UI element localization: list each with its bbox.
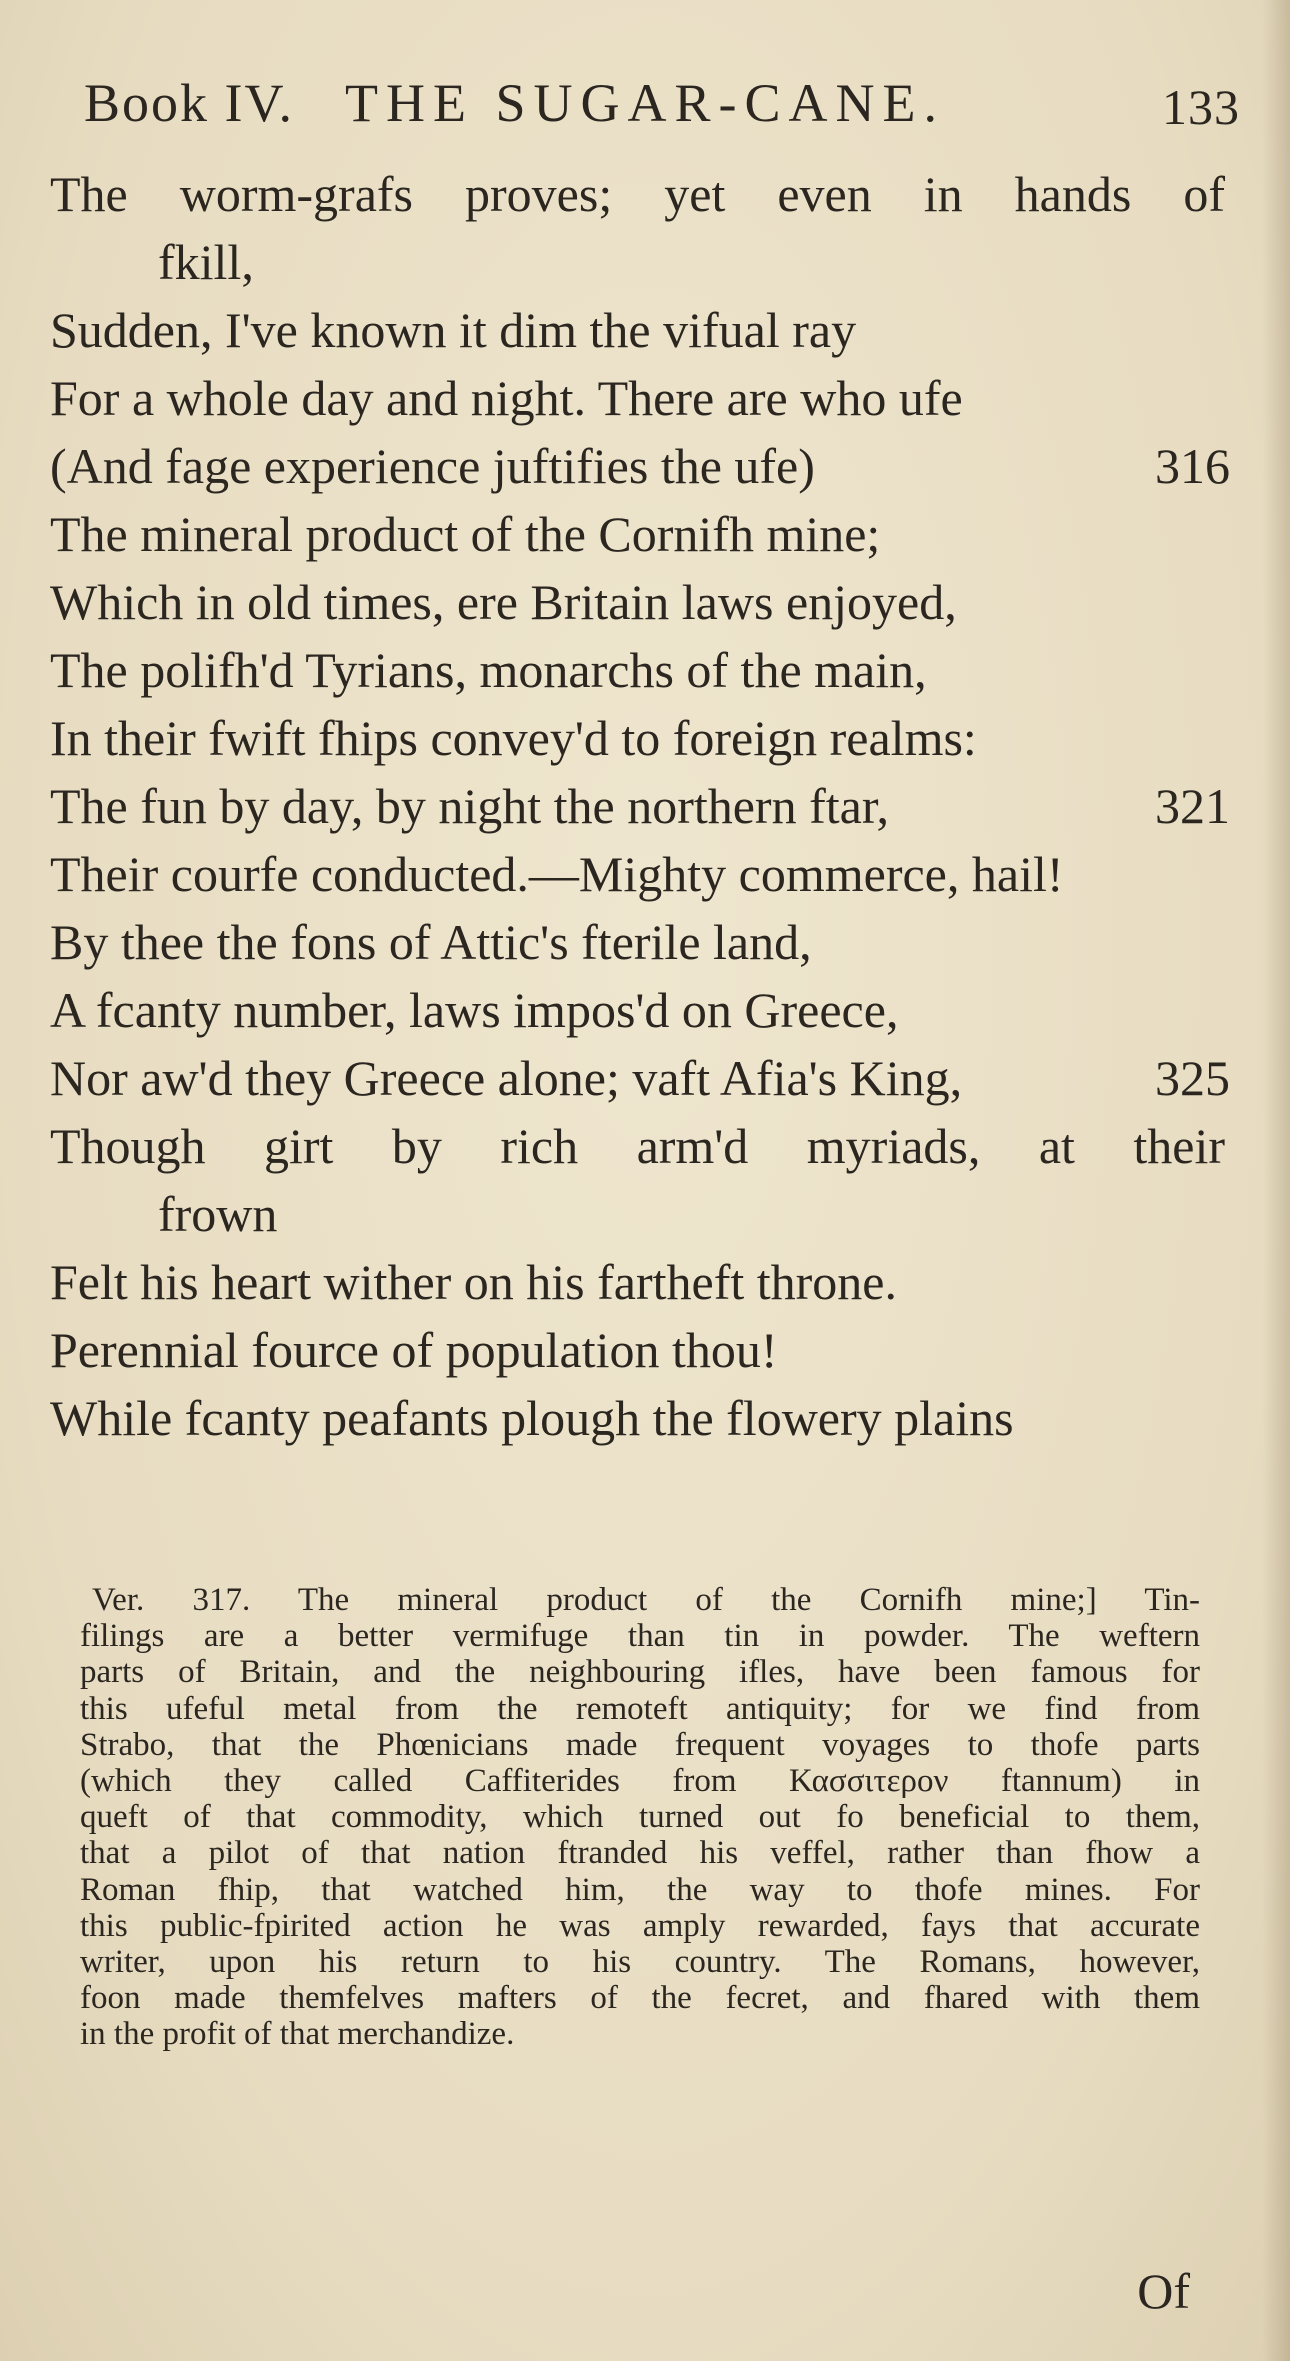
verse-line-text: The worm-grafs proves; yet even in hands of: [50, 166, 1225, 222]
verse-line-text: The mineral product of the Cornifh mine;: [50, 506, 881, 562]
verse-line: [50, 1112, 1230, 1180]
verse-line: [50, 228, 1230, 296]
verse-line-text: Perennial fource of population thou!: [50, 1322, 778, 1378]
footnote-block: [80, 1582, 1200, 2052]
running-header: [70, 64, 1240, 154]
verse-line-text: Sudden, I've known it dim the vifual ray: [50, 302, 857, 358]
header-book: Book IV.: [84, 73, 295, 133]
verse-line-text: A fcanty number, laws impos'd on Greece,: [50, 982, 899, 1038]
footnote-line: in the profit of that merchandize.: [80, 2016, 515, 2053]
verse-line-text: The polifh'd Tyrians, monarchs of the main,: [50, 642, 927, 698]
verse-line-text: fkill,: [158, 234, 254, 290]
verse-line: [50, 364, 1230, 432]
verse-line: [50, 296, 1230, 364]
line-number: 316: [1155, 438, 1230, 494]
verse-line-text: Though girt by rich arm'd myriads, at their: [50, 1118, 1225, 1174]
verse-line: [50, 636, 1230, 704]
line-number: 321: [1155, 778, 1230, 834]
footnote-line: this ufeful metal from the remoteft antiquity; for we find from: [80, 1690, 1200, 1727]
verse-line: [50, 1044, 1230, 1112]
verse-line: [50, 160, 1230, 228]
verse-line-text: In their fwift fhips convey'd to foreign realms:: [50, 710, 977, 766]
verse-line-text: Nor aw'd they Greece alone; vaft Afia's King,: [50, 1050, 963, 1106]
catchword: Of: [1137, 2263, 1190, 2319]
verse-block: [50, 160, 1230, 1452]
footnote-line: writer, upon his return to his country. The Romans, however,: [80, 1943, 1200, 1980]
page-edge-shadow: [1262, 0, 1290, 2361]
verse-line: [50, 840, 1230, 908]
verse-line: [50, 1180, 1230, 1248]
page-number: 133: [1162, 79, 1240, 135]
footnote-line: parts of Britain, and the neighbouring ifles, have been famous for: [80, 1654, 1200, 1691]
verse-line: [50, 568, 1230, 636]
verse-line-text: Their courfe conducted.—Mighty commerce, hail!: [50, 846, 1064, 902]
footnote-line: foon made themfelves mafters of the fecret, and fhared with them: [80, 1980, 1200, 2017]
verse-line: [50, 908, 1230, 976]
verse-line: [50, 500, 1230, 568]
verse-line: [50, 1384, 1230, 1452]
verse-line-text: The fun by day, by night the northern ftar,: [50, 778, 889, 834]
verse-line-text: Which in old times, ere Britain laws enjoyed,: [50, 574, 957, 630]
verse-line-text: (And fage experience juftifies the ufe): [50, 438, 815, 494]
verse-line: [50, 1248, 1230, 1316]
verse-line: [50, 976, 1230, 1044]
verse-line-text: By thee the fons of Attic's fterile land,: [50, 914, 812, 970]
footnote-line: Roman fhip, that watched him, the way to thofe mines. For: [80, 1871, 1200, 1908]
verse-line-text: frown: [158, 1186, 278, 1242]
verse-line-text: Felt his heart wither on his fartheft throne.: [50, 1254, 897, 1310]
header-title: THE SUGAR-CANE.: [345, 73, 945, 133]
verse-line-text: For a whole day and night. There are who ufe: [50, 370, 963, 426]
footnote-line: Ver. 317. The mineral product of the Cornifh mine;] Tin-: [92, 1582, 1200, 1618]
footnote-line: that a pilot of that nation ftranded his veffel, rather than fhow a: [80, 1835, 1200, 1872]
verse-line: [50, 432, 1230, 500]
verse-line: [50, 1316, 1230, 1384]
verse-line: [50, 704, 1230, 772]
footnote-line: this public-fpirited action he was amply rewarded, fays that accurate: [80, 1907, 1200, 1944]
verse-line: [50, 772, 1230, 840]
line-number: 325: [1155, 1050, 1230, 1106]
footnote-line: filings are a better vermifuge than tin in powder. The weftern: [80, 1618, 1200, 1655]
footnote-line: queft of that commodity, which turned out fo beneficial to them,: [80, 1799, 1200, 1836]
verse-line-text: While fcanty peafants plough the flowery plains: [50, 1390, 1014, 1446]
footnote-line: (which they called Caffiterides from Κασσιτερον ftannum) in: [80, 1762, 1200, 1799]
footnote-line: Strabo, that the Phœnicians made frequent voyages to thofe parts: [80, 1726, 1200, 1763]
